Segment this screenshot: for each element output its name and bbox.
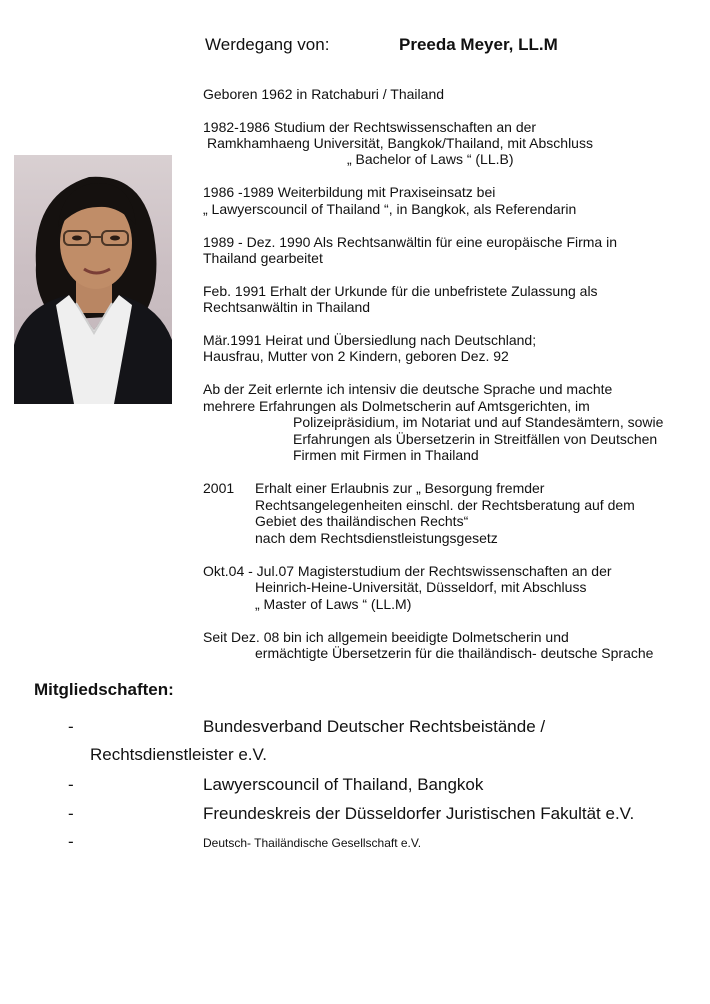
person-name: Preeda Meyer, LL.M (399, 35, 558, 54)
cv-entry-7-line-3: Gebiet des thailändischen Rechts“ (255, 513, 469, 529)
membership-item-1: Bundesverband Deutscher Rechtsbeistände / (203, 717, 546, 736)
cv-entry-2-line-1: 1986 -1989 Weiterbildung mit Praxiseinsatz bei (203, 184, 496, 200)
header-label: Werdegang von: (205, 35, 330, 54)
membership-item-3: Freundeskreis der Düsseldorfer Juristischen Fakultät e.V. (203, 804, 635, 823)
cv-entry-8-line-3: „ Master of Laws “ (LL.M) (255, 596, 412, 612)
cv-entry-4-line-2: Rechtsanwältin in Thailand (203, 299, 371, 315)
cv-entry-6-line-4: Erfahrungen als Übersetzerin in Streitfällen von Deutschen (293, 431, 658, 447)
cv-entry-5-line-1: Mär.1991 Heirat und Übersiedlung nach Deutschland; (203, 332, 537, 348)
cv-entry-3-line-1: 1989 - Dez. 1990 Als Rechtsanwältin für eine europäische Firma in (203, 234, 617, 250)
cv-entry-7-line-4: nach dem Rechtsdienstleistungsgesetz (255, 530, 498, 546)
cv-entry-1-line-1: 1982-1986 Studium der Rechtswissenschaften an der (203, 119, 537, 135)
membership-item-4: Deutsch- Thailändische Gesellschaft e.V. (203, 836, 422, 850)
cv-entry-8-line-1: Okt.04 - Jul.07 Magisterstudium der Rechtswissenschaften an der (203, 563, 612, 579)
cv-entry-6-line-5: Firmen mit Firmen in Thailand (293, 447, 479, 463)
membership-dash: - (68, 775, 74, 794)
cv-entry-7-line-2: Rechtsangelegenheiten einschl. der Rechtsberatung auf dem (255, 497, 635, 513)
cv-entry-1-line-2: Ramkhamhaeng Universität, Bangkok/Thailand, mit Abschluss (207, 135, 593, 151)
cv-entry-8-line-2: Heinrich-Heine-Universität, Düsseldorf, mit Abschluss (255, 579, 587, 595)
cv-entry-1-line-3: „ Bachelor of Laws “ (LL.B) (347, 151, 514, 167)
membership-item-2: Lawyerscouncil of Thailand, Bangkok (203, 775, 484, 794)
membership-dash: - (68, 717, 74, 736)
cv-entry-9-line-2: ermächtigte Übersetzerin für die thailändisch- deutsche Sprache (255, 645, 654, 661)
cv-entry-3-line-2: Thailand gearbeitet (203, 250, 323, 266)
portrait-photo (14, 155, 172, 404)
memberships-title: Mitgliedschaften: (34, 680, 174, 699)
membership-item-1-cont: Rechtsdienstleister e.V. (90, 745, 268, 764)
cv-entry-7-year: 2001 (203, 480, 235, 496)
cv-entry-2-line-2: „ Lawyerscouncil of Thailand “, in Bangkok, als Referendarin (203, 201, 577, 217)
cv-entry-5-line-2: Hausfrau, Mutter von 2 Kindern, geboren Dez. 92 (203, 348, 509, 364)
membership-dash: - (68, 804, 74, 823)
cv-entry-6-line-3: Polizeipräsidium, im Notariat und auf Standesämtern, sowie (293, 414, 664, 430)
cv-entry-9-line-1: Seit Dez. 08 bin ich allgemein beeidigte Dolmetscherin und (203, 629, 569, 645)
cv-entry-4-line-1: Feb. 1991 Erhalt der Urkunde für die unbefristete Zulassung als (203, 283, 598, 299)
cv-entry-6-line-1: Ab der Zeit erlernte ich intensiv die deutsche Sprache und machte (203, 381, 613, 397)
cv-entry-7-line-1: Erhalt einer Erlaubnis zur „ Besorgung fremder (255, 480, 545, 496)
cv-entry-6-line-2: mehrere Erfahrungen als Dolmetscherin auf Amtsgerichten, im (203, 398, 590, 414)
birth-info: Geboren 1962 in Ratchaburi / Thailand (203, 86, 445, 102)
membership-dash: - (68, 832, 74, 851)
